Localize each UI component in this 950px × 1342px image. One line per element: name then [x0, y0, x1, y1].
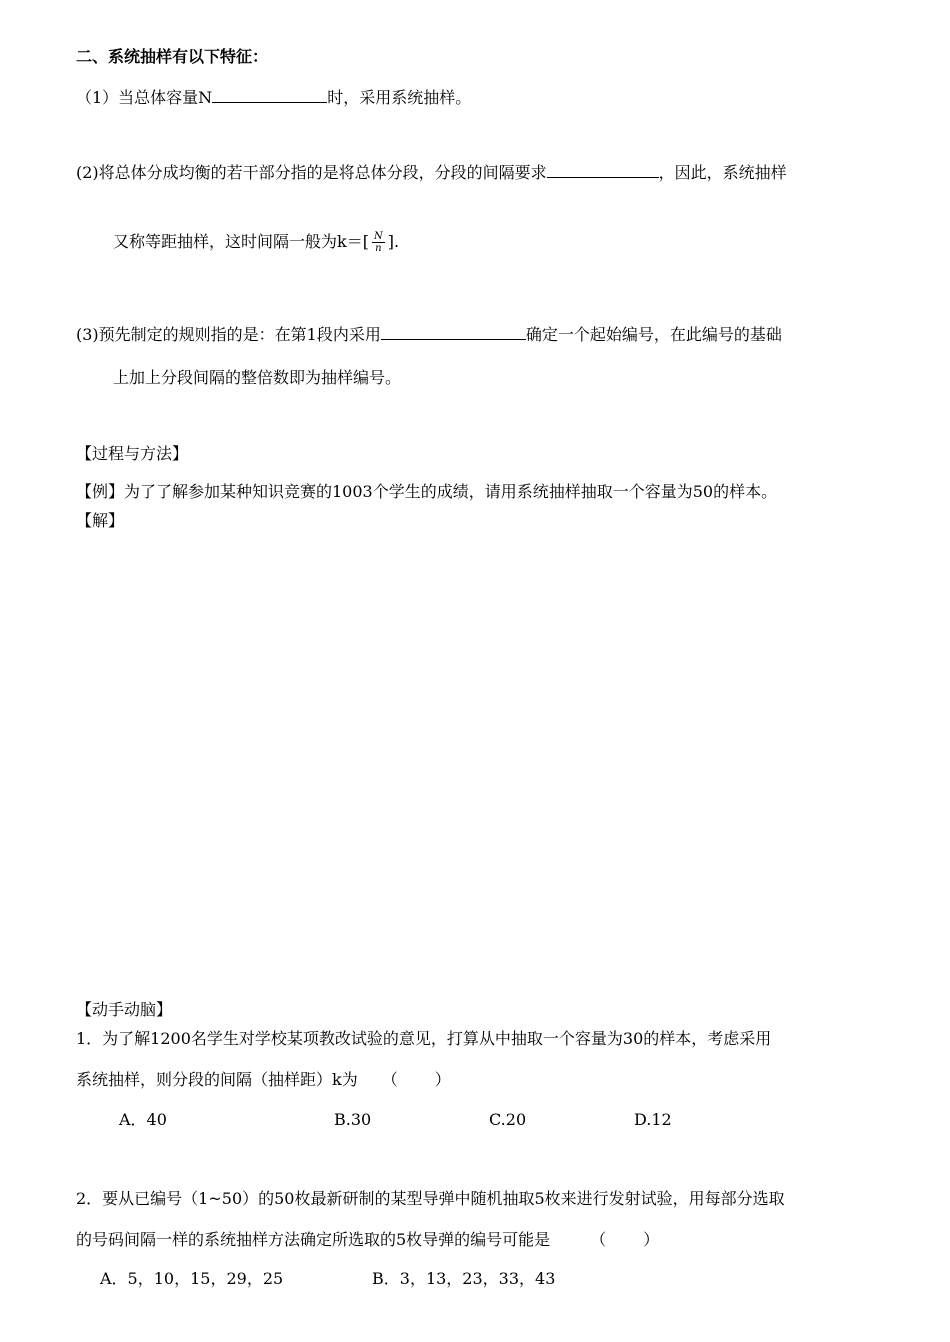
- example-text: 【例】为了了解参加某种知识竞赛的1003个学生的成绩，请用系统抽样抽取一个容量为50的样本。: [76, 482, 778, 501]
- question-1-option-d[interactable]: D.12: [634, 1110, 672, 1129]
- question-1-option-b[interactable]: B.30: [334, 1110, 372, 1129]
- item-3-continuation: 上加上分段间隔的整倍数即为抽样编号。: [113, 368, 402, 387]
- item-3-text-post: 确定一个起始编号，在此编号的基础: [525, 325, 782, 344]
- question-1-option-c[interactable]: C.20: [489, 1110, 527, 1129]
- item-2-text-pre: (2)将总体分成均衡的若干部分指的是将总体分段，分段的间隔要求: [76, 163, 547, 182]
- fraction-numerator: N: [373, 231, 383, 242]
- item-1-blank[interactable]: [212, 86, 327, 103]
- fraction-denominator: n: [375, 243, 382, 254]
- item-3: [76, 323, 782, 346]
- section-heading: 二、系统抽样有以下特征：: [76, 47, 269, 66]
- item-1-text-post: 时，采用系统抽样。: [327, 88, 472, 107]
- item-1-text-pre: （1）当总体容量N: [76, 88, 213, 107]
- item-3-blank[interactable]: [381, 323, 526, 340]
- question-2-line-1: 2．要从已编号（1~50）的50枚最新研制的某型导弹中随机抽取5枚来进行发射试验，用每部分选取: [76, 1189, 785, 1208]
- solution-label: 【解】: [76, 511, 125, 530]
- process-heading: 【过程与方法】: [76, 444, 189, 463]
- item-2: [76, 161, 787, 184]
- question-1-line-1: 1．为了解1200名学生对学校某项教改试验的意见，打算从中抽取一个容量为30的样本，考虑采用: [76, 1029, 772, 1048]
- practice-heading: 【动手动脑】: [76, 1000, 173, 1019]
- item-3-text-pre: (3)预先制定的规则指的是：在第1段内采用: [76, 325, 381, 344]
- item-2-cont-pre: 又称等距抽样，这时间隔一般为k＝[: [113, 232, 369, 251]
- question-2-line-2: 的号码间隔一样的系统抽样方法确定所选取的5枚导弹的编号可能是 （ ）: [76, 1230, 660, 1249]
- fraction: [372, 231, 385, 254]
- question-1-option-a[interactable]: A．40: [119, 1110, 167, 1129]
- question-2-option-b[interactable]: B．3，13，23，33，43: [372, 1269, 556, 1288]
- item-2-text-post: ，因此，系统抽样: [658, 163, 787, 182]
- item-2-cont-post: ].: [387, 232, 400, 251]
- question-1-line-2: 系统抽样，则分段的间隔（抽样距）k为 （ ）: [76, 1070, 451, 1089]
- item-2-blank[interactable]: [547, 161, 659, 178]
- item-2-continuation: [113, 231, 399, 254]
- item-1: [76, 86, 471, 109]
- question-2-option-a[interactable]: A．5，10，15，29，25: [100, 1269, 284, 1288]
